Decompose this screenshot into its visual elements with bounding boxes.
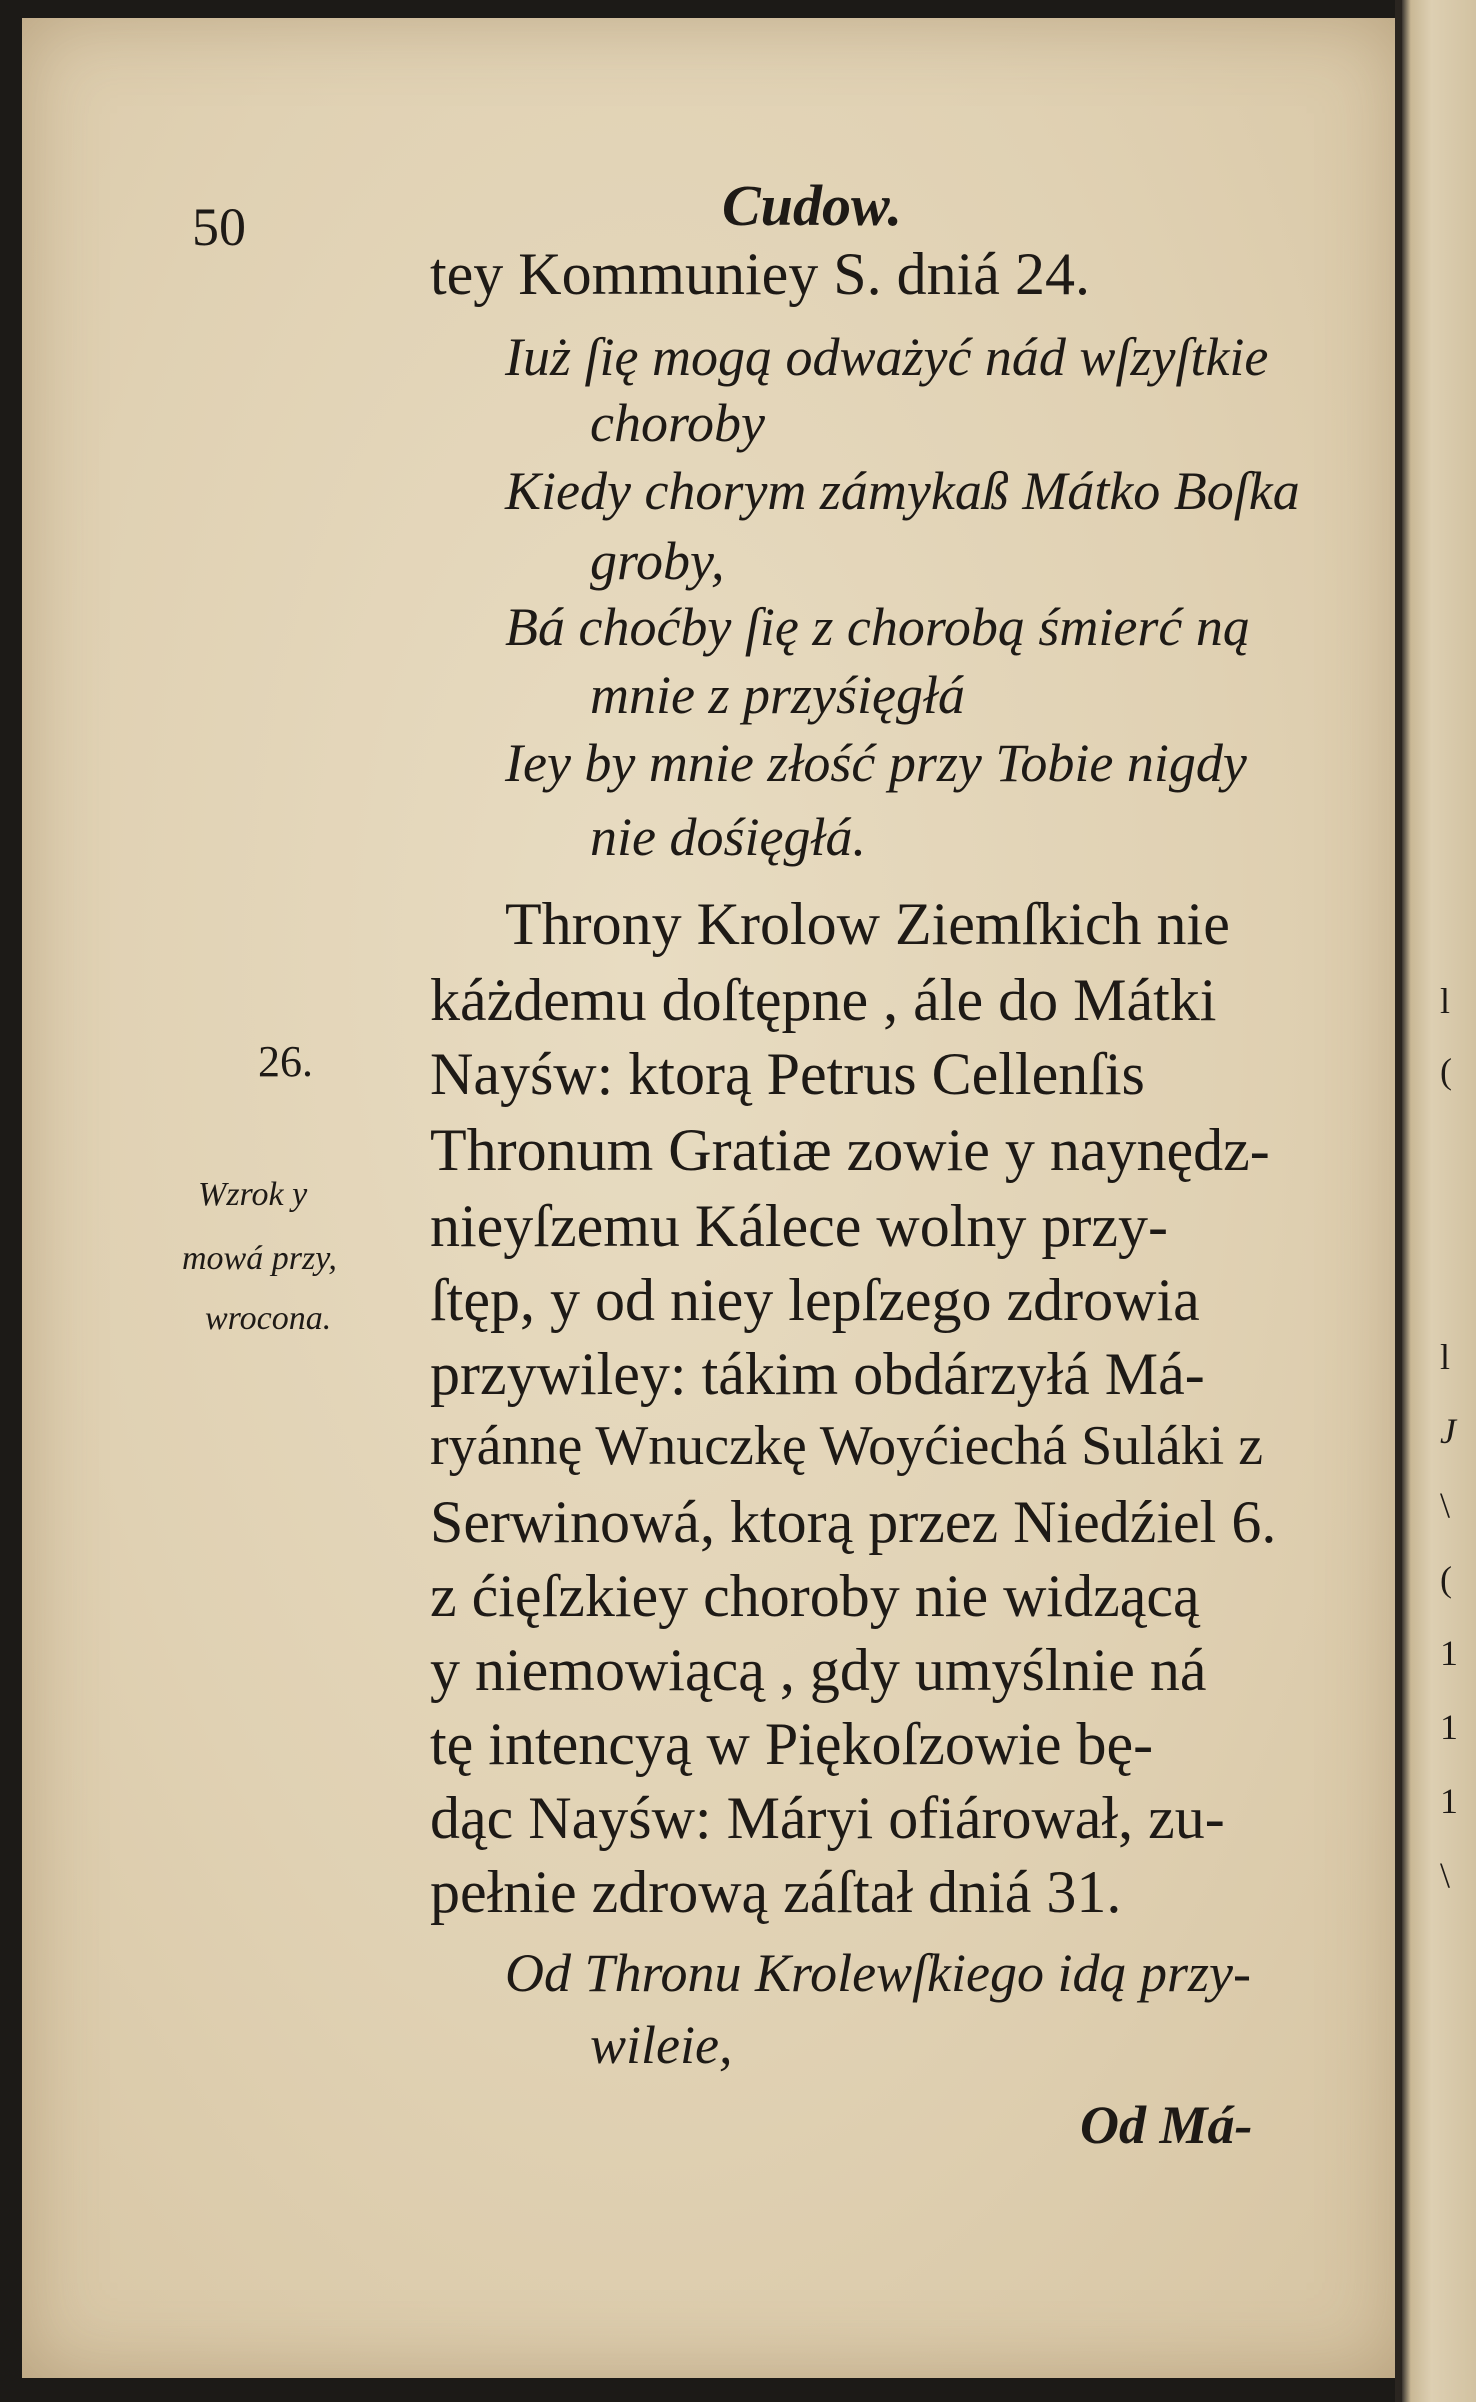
text-line: tey Kommuniey S. dniá 24. <box>430 241 1090 307</box>
text-line: Nayśw: ktorą Petrus Cellenſis <box>430 1041 1145 1107</box>
text-line: tę intencyą w Piękoſzowie bę- <box>430 1711 1154 1777</box>
verse-line: Od Thronu Krolewſkiego idą przy- <box>505 1943 1251 2003</box>
edge-letter: \ <box>1440 1855 1451 1895</box>
edge-letter: l <box>1440 981 1451 1021</box>
text-line: káżdemu doſtępne , ále do Mátki <box>430 967 1217 1033</box>
verse-line: Iuż ſię mogą odważyć nád wſzyſtkie <box>505 327 1269 387</box>
text-line: Throny Krolow Ziemſkich nie <box>505 891 1230 957</box>
margin-note: Wzrok y <box>198 1176 308 1213</box>
edge-letter: J <box>1440 1411 1456 1451</box>
edge-letter: ( <box>1440 1559 1452 1599</box>
text-line: z ćięſzkiey choroby nie widzącą <box>430 1563 1200 1629</box>
facing-page-edge <box>1402 0 1476 2402</box>
page-number: 50 <box>192 197 246 257</box>
edge-letter: \ <box>1440 1485 1451 1525</box>
text-line: ryánnę Wnuczkę Woyćiechá Suláki z <box>430 1415 1264 1477</box>
margin-number: 26. <box>258 1037 313 1086</box>
edge-letter: l <box>1440 1337 1451 1377</box>
text-line: y niemowiącą , gdy umyślnie ná <box>430 1637 1207 1703</box>
text-line: pełnie zdrową záſtał dniá 31. <box>430 1859 1122 1925</box>
verse-line: groby, <box>590 531 725 591</box>
text-line: Thronum Gratiæ zowie y naynędz- <box>430 1117 1270 1183</box>
catchword: Od Má- <box>1080 2095 1253 2155</box>
verse-line: choroby <box>590 393 765 453</box>
edge-letter: 1 <box>1440 1781 1458 1821</box>
text-line: przywiley: tákim obdárzyłá Má- <box>430 1341 1205 1407</box>
text-line: nieyſzemu Kálece wolny przy- <box>430 1193 1169 1259</box>
edge-letter: 1 <box>1440 1707 1458 1747</box>
text-line: ſtęp, y od niey lepſzego zdrowia <box>430 1267 1200 1333</box>
margin-note: wrocona. <box>205 1300 332 1337</box>
margin-note: mowá przy, <box>182 1240 337 1277</box>
edge-letter: 1 <box>1440 1633 1458 1673</box>
verse-line: wileie, <box>590 2015 733 2075</box>
verse-line: Bá choćby ſię z chorobą śmierć ną <box>505 597 1250 657</box>
text-line: Serwinowá, ktorą przez Niedźiel 6. <box>430 1489 1277 1555</box>
verse-line: mnie z przyśięgłá <box>590 665 965 725</box>
running-title: Cudow. <box>722 173 902 238</box>
edge-letter: ( <box>1440 1051 1452 1091</box>
verse-line: Kiedy chorym zámykaß Mátko Boſka <box>505 461 1300 521</box>
text-line: dąc Nayśw: Máryi ofiárował, zu- <box>430 1785 1225 1851</box>
verse-line: nie dośięgłá. <box>590 807 866 867</box>
verse-line: Iey by mnie złość przy Tobie nigdy <box>505 733 1247 793</box>
